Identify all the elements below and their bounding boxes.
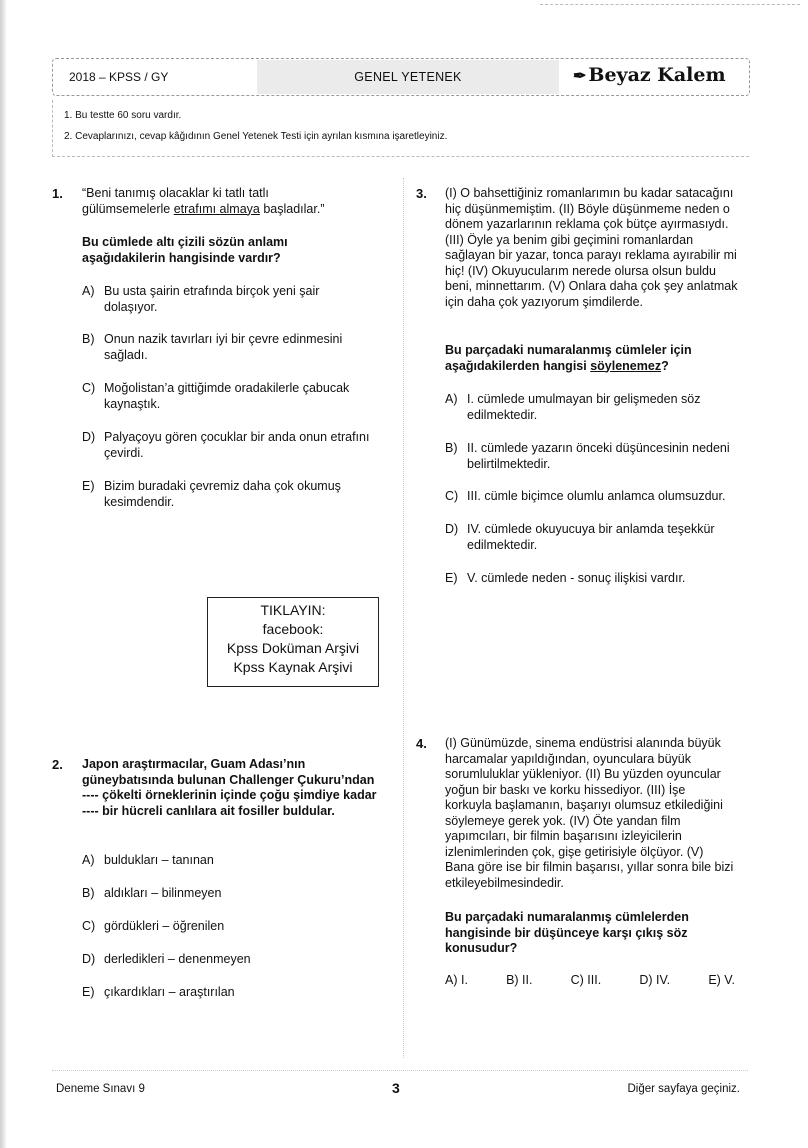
q3-option-b[interactable]: B) II. cümlede yazarın önceki düşüncesinin nedeni belirtilmektedir. [445,441,730,471]
q2-option-c[interactable]: C) gördükleri – öğrenilen [82,919,225,933]
brand-logo [573,64,726,86]
top-divider [540,4,800,5]
instruction-2: 2. Cevaplarınızı, cevap kâğıdının Genel Yetenek Testi için ayrılan kısmına işaretleyiniz. [64,131,448,142]
q1-question: Bu cümlede altı çizili sözün anlamı aşağıdakilerin hangisinde vardır? [82,235,288,265]
footer-exam-name: Deneme Sınavı 9 [56,1083,145,1095]
q1-option-e[interactable]: E) Bizim buradaki çevremiz daha çok okumuş kesimdendir. [82,479,341,509]
q2-option-b[interactable]: B) aldıkları – bilinmeyen [82,886,222,900]
q3-question: Bu parçadaki numaralanmış cümleler için aşağıdakilerden hangisi söylenemez? [445,343,692,373]
q3-underlined-word: söylenemez [590,358,662,373]
q1-option-d[interactable]: D) Palyaçoyu gören çocuklar bir anda onun etrafını çevirdi. [82,430,370,460]
q2-option-e[interactable]: E) çıkardıkları – araştırılan [82,985,235,999]
q4-option-d[interactable]: D) IV. [639,973,671,987]
q1-line2-post: başladılar.” [259,201,325,216]
q4-option-b[interactable]: B) II. [506,973,533,987]
instructions-box [52,100,749,157]
q1-option-a[interactable]: A) Bu usta şairin etrafında birçok yeni şair dolaşıyor. [82,284,320,314]
q4-number: 4. [416,736,427,751]
q4-options [445,973,735,987]
q4-stem: (I) Günümüzde, sinema endüstrisi alanında büyük harcamalar yapıldığından, oyunculara büyük sorumluluklar yükleniyor. (II) Bu yüzden oyuncular yoğun bir baskı ve korku hissediyor. (III) İşe korkuyla başlamanın, başarıyı olumsuz etkilediğini söylemeye gerek yok. (IV) Öte yandan film yapımcıları, bir filmin başarısını izleyicilerin izlenimlerinden çok, gişe getirisiyle ölçüyor. (V) Bana göre ise bir filmin başarısı, yıllar sonra bile bizi etkileyebilmesindedir. [445,736,734,890]
notice-line-4: Kpss Kaynak Arşivi [233,659,353,675]
next-page-note: Diğer sayfaya geçiniz. [627,1083,740,1095]
q3-option-e[interactable]: E) V. cümlede neden - sonuç ilişkisi vardır. [445,571,686,585]
q4-option-c[interactable]: C) III. [570,973,602,987]
q3-option-a[interactable]: A) I. cümlede umulmayan bir gelişmeden söz edilmektedir. [445,392,701,422]
instruction-1: 1. Bu testte 60 soru vardır. [64,110,182,121]
facebook-archive-notice[interactable] [207,597,379,687]
q1-line2-pre: gülümsemelerle [82,201,174,216]
q1-underlined-phrase: etrafımı almaya [173,201,260,216]
notice-line-1: TIKLAYIN: [260,602,326,618]
q2-option-a[interactable]: A) buldukları – tanınan [82,853,214,867]
q2-stem: Japon araştırmacılar, Guam Adası’nın güneybatısında bulunan Challenger Çukuru’ndan ---- çökelti örneklerinin içinde çoğu şimdiye kadar ---- bir hücreli canlılara ait fosiller buldular. [82,757,377,818]
exam-label: 2018 – KPSS / GY [69,70,169,84]
page-header [52,58,750,96]
q1-option-c[interactable]: C) Moğolistan’a gittiğimde oradakilerle çabucak kaynaştık. [82,381,350,411]
q2-option-d[interactable]: D) derledikleri – denenmeyen [82,952,251,966]
section-title-band [257,60,559,94]
q3-stem: (I) O bahsettiğiniz romanlarımın bu kadar satacağını hiç düşünmemiştim. (II) Böyle düşünmeme neden o dönem yazarlarının reklama çok bütçe ayırmasıydı. (III) Öyle ya benim gibi geçimini romanlardan sağlayan bir yazar, tonca parayı reklama ayırabilir mi hiç! (IV) Okuyucularım nerede olursa olsun buldu beni, minnettarım. (V) Onlara daha çok şey anlatmak için daha çok yazıyorum şimdilerde. [445,186,738,309]
q4-option-e[interactable]: E) V. [708,973,735,987]
q1-option-b[interactable]: B) Onun nazik tavırları iyi bir çevre edinmesini sağladı. [82,332,343,362]
q1-line1: “Beni tanımış olacaklar ki tatlı tatlı [82,186,269,200]
q3-option-c[interactable]: C) III. cümle biçimce olumlu anlamca olumsuzdur. [445,489,726,503]
q2-number: 2. [52,757,63,772]
q3-number: 3. [416,186,427,201]
q3-option-d[interactable]: D) IV. cümlede okuyucuya bir anlamda teşekkür edilmektedir. [445,522,715,552]
q1-stem [82,186,382,217]
notice-line-2: facebook: [262,621,324,637]
notice-line-3: Kpss Doküman Arşivi [226,640,360,656]
footer-divider [52,1070,748,1071]
q4-option-a[interactable]: A) I. [445,973,468,987]
page-number: 3 [392,1080,400,1096]
brand-name: Beyaz Kalem [588,64,726,86]
q1-number: 1. [52,186,63,201]
feather-icon: ✒ [573,66,587,85]
column-divider [403,178,404,1058]
section-title: GENEL YETENEK [354,70,462,84]
q4-question: Bu parçadaki numaralanmış cümlelerden hangisinde bir düşünceye karşı çıkış söz konusudur? [445,910,689,955]
page-edge-shadow [0,0,6,1148]
